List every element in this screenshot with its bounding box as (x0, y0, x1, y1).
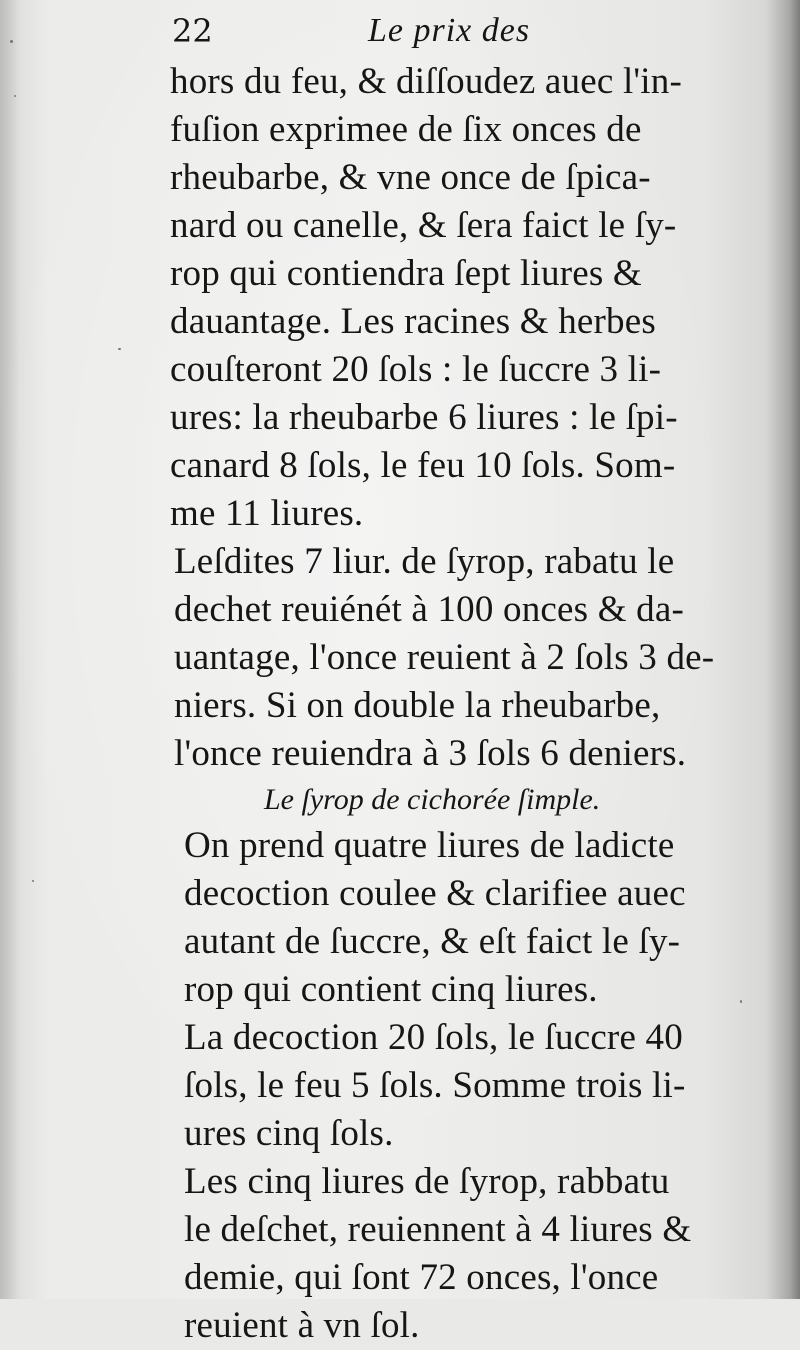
text-line: me 11 liures. (170, 493, 364, 534)
page-gutter-shadow (766, 0, 800, 1299)
text-line: l'once reuiendra à 3 ſols 6 deniers. (174, 733, 687, 774)
text-line: uantage, l'once reuient à 2 ſols 3 de- (174, 637, 715, 678)
text-line: Leſdites 7 liur. de ſyrop, rabatu le (174, 541, 675, 582)
paper-speck (14, 95, 16, 97)
text-line: ures cinq ſols. (184, 1113, 394, 1154)
page-number: 22 (172, 12, 213, 50)
text-line: hors du feu, & diſſoudez auec l'in- (170, 61, 682, 102)
text-line: reuient à vn ſol. (184, 1305, 420, 1346)
paper-speck (118, 348, 121, 350)
text-line: decoction coulee & clarifiee auec (184, 873, 686, 914)
text-line: rheubarbe, & vne once de ſpica- (170, 157, 651, 198)
text-line: rop qui contient cinq liures. (184, 969, 598, 1010)
paper-speck (32, 880, 34, 882)
text-line: La decoction 20 ſols, le ſuccre 40 (184, 1017, 683, 1058)
text-line: On prend quatre liures de ladicte (184, 825, 675, 866)
text-line: ures: la rheubarbe 6 liures : le ſpi- (170, 397, 678, 438)
text-line: rop qui contiendra ſept liures & (170, 253, 642, 294)
text-line: niers. Si on double la rheubarbe, (174, 685, 661, 726)
text-line: fuſion exprimee de ſix onces de (170, 109, 642, 150)
text-line: nard ou canelle, & ſera faict le ſy- (170, 205, 677, 246)
text-line: dauantage. Les racines & herbes (170, 301, 656, 342)
paper-speck (740, 1000, 742, 1003)
text-line: Les cinq liures de ſyrop, rabbatu (184, 1161, 670, 1202)
text-line: couſteront 20 ſols : le ſuccre 3 li- (170, 349, 662, 390)
text-line: le deſchet, reuiennent à 4 liures & (184, 1209, 692, 1250)
text-line: canard 8 ſols, le feu 10 ſols. Som- (170, 445, 676, 486)
running-head (172, 6, 612, 56)
text-line: autant de ſuccre, & eſt faict le ſy- (184, 921, 681, 962)
page-left-edge-shadow (0, 0, 20, 1299)
running-title: Le prix des (368, 12, 531, 49)
paper-speck (10, 40, 13, 43)
section-heading: Le ſyrop de cichorée ſimple. (264, 783, 601, 816)
page-text (170, 58, 770, 1350)
text-line: dechet reuiénét à 100 onces & da- (174, 589, 684, 630)
text-line: ſols, le feu 5 ſols. Somme trois li- (184, 1065, 686, 1106)
text-line: demie, qui ſont 72 onces, l'once (184, 1257, 659, 1298)
